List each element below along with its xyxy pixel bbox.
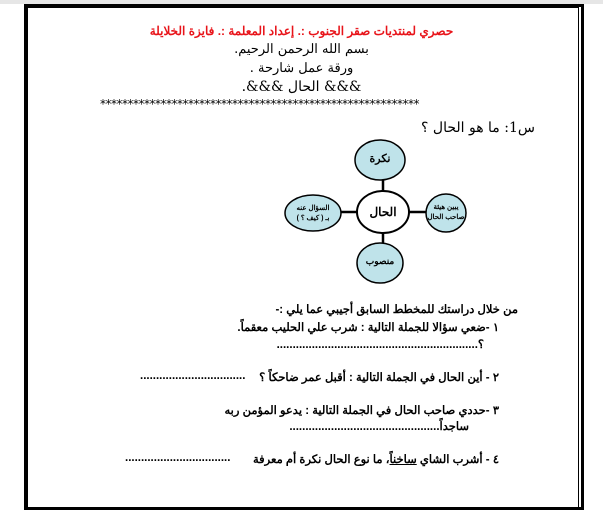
node-bottom-label: منصوب [365, 256, 395, 266]
question-1: س1: ما هو الحال ؟ [421, 120, 535, 136]
item-2-answer[interactable]: ................................. [140, 370, 246, 382]
topic-title: &&& الحال &&&. [241, 79, 362, 95]
credit-line: حصري لمنتديات صقر الجنوب :. إعداد المعلمة :. فايزة الخلايلة [149, 24, 454, 38]
item-3-text2: ساجداً [439, 421, 469, 433]
node-right-label-1: يبين هيئة [433, 204, 459, 211]
node-left-label-2: بـ ( كيف ؟ ) [296, 215, 330, 222]
item-1-answer[interactable]: ؟............................................................... [276, 339, 484, 351]
node-left-label-1: السؤال عنه [296, 205, 330, 212]
item-2: ٢ - أين الحال في الجملة التالية : أقبل عمر ضاحكاً ؟ [259, 372, 499, 384]
basmala: بسم الله الرحمن الرحيم. [234, 42, 369, 57]
node-left [285, 195, 341, 231]
item-1: ١ -ضعي سؤالا للجملة التالية : شرب علي الحليب معقماً. [237, 322, 499, 334]
item-4-underlined: ساخناً [389, 454, 417, 466]
subtitle: ورقة عمل شارحة . [249, 61, 354, 76]
item-3: ٣ -حددي صاحب الحال في الجملة التالية : يدعو المؤمن ربه [224, 405, 499, 417]
item-4-text-b: ، ما نوع الحال نكرة أم معرفة [253, 454, 390, 466]
node-top-label: نكرة [369, 153, 391, 165]
item-3-line2 [289, 419, 469, 433]
node-center-label: الحال [369, 205, 397, 219]
item-3-answer[interactable]: ............................................... [289, 421, 440, 433]
star-divider: ********************************************************** [100, 97, 419, 111]
instructions: من خلال دراستك للمخطط السابق أجيبي عما يلي :- [275, 304, 518, 316]
item-4 [253, 452, 499, 466]
item-4-text-a: ٤ - أشرب الشاي [416, 454, 499, 466]
node-right-label-2: صاحب الحال [427, 214, 465, 221]
item-4-answer[interactable]: ................................. [125, 452, 231, 464]
